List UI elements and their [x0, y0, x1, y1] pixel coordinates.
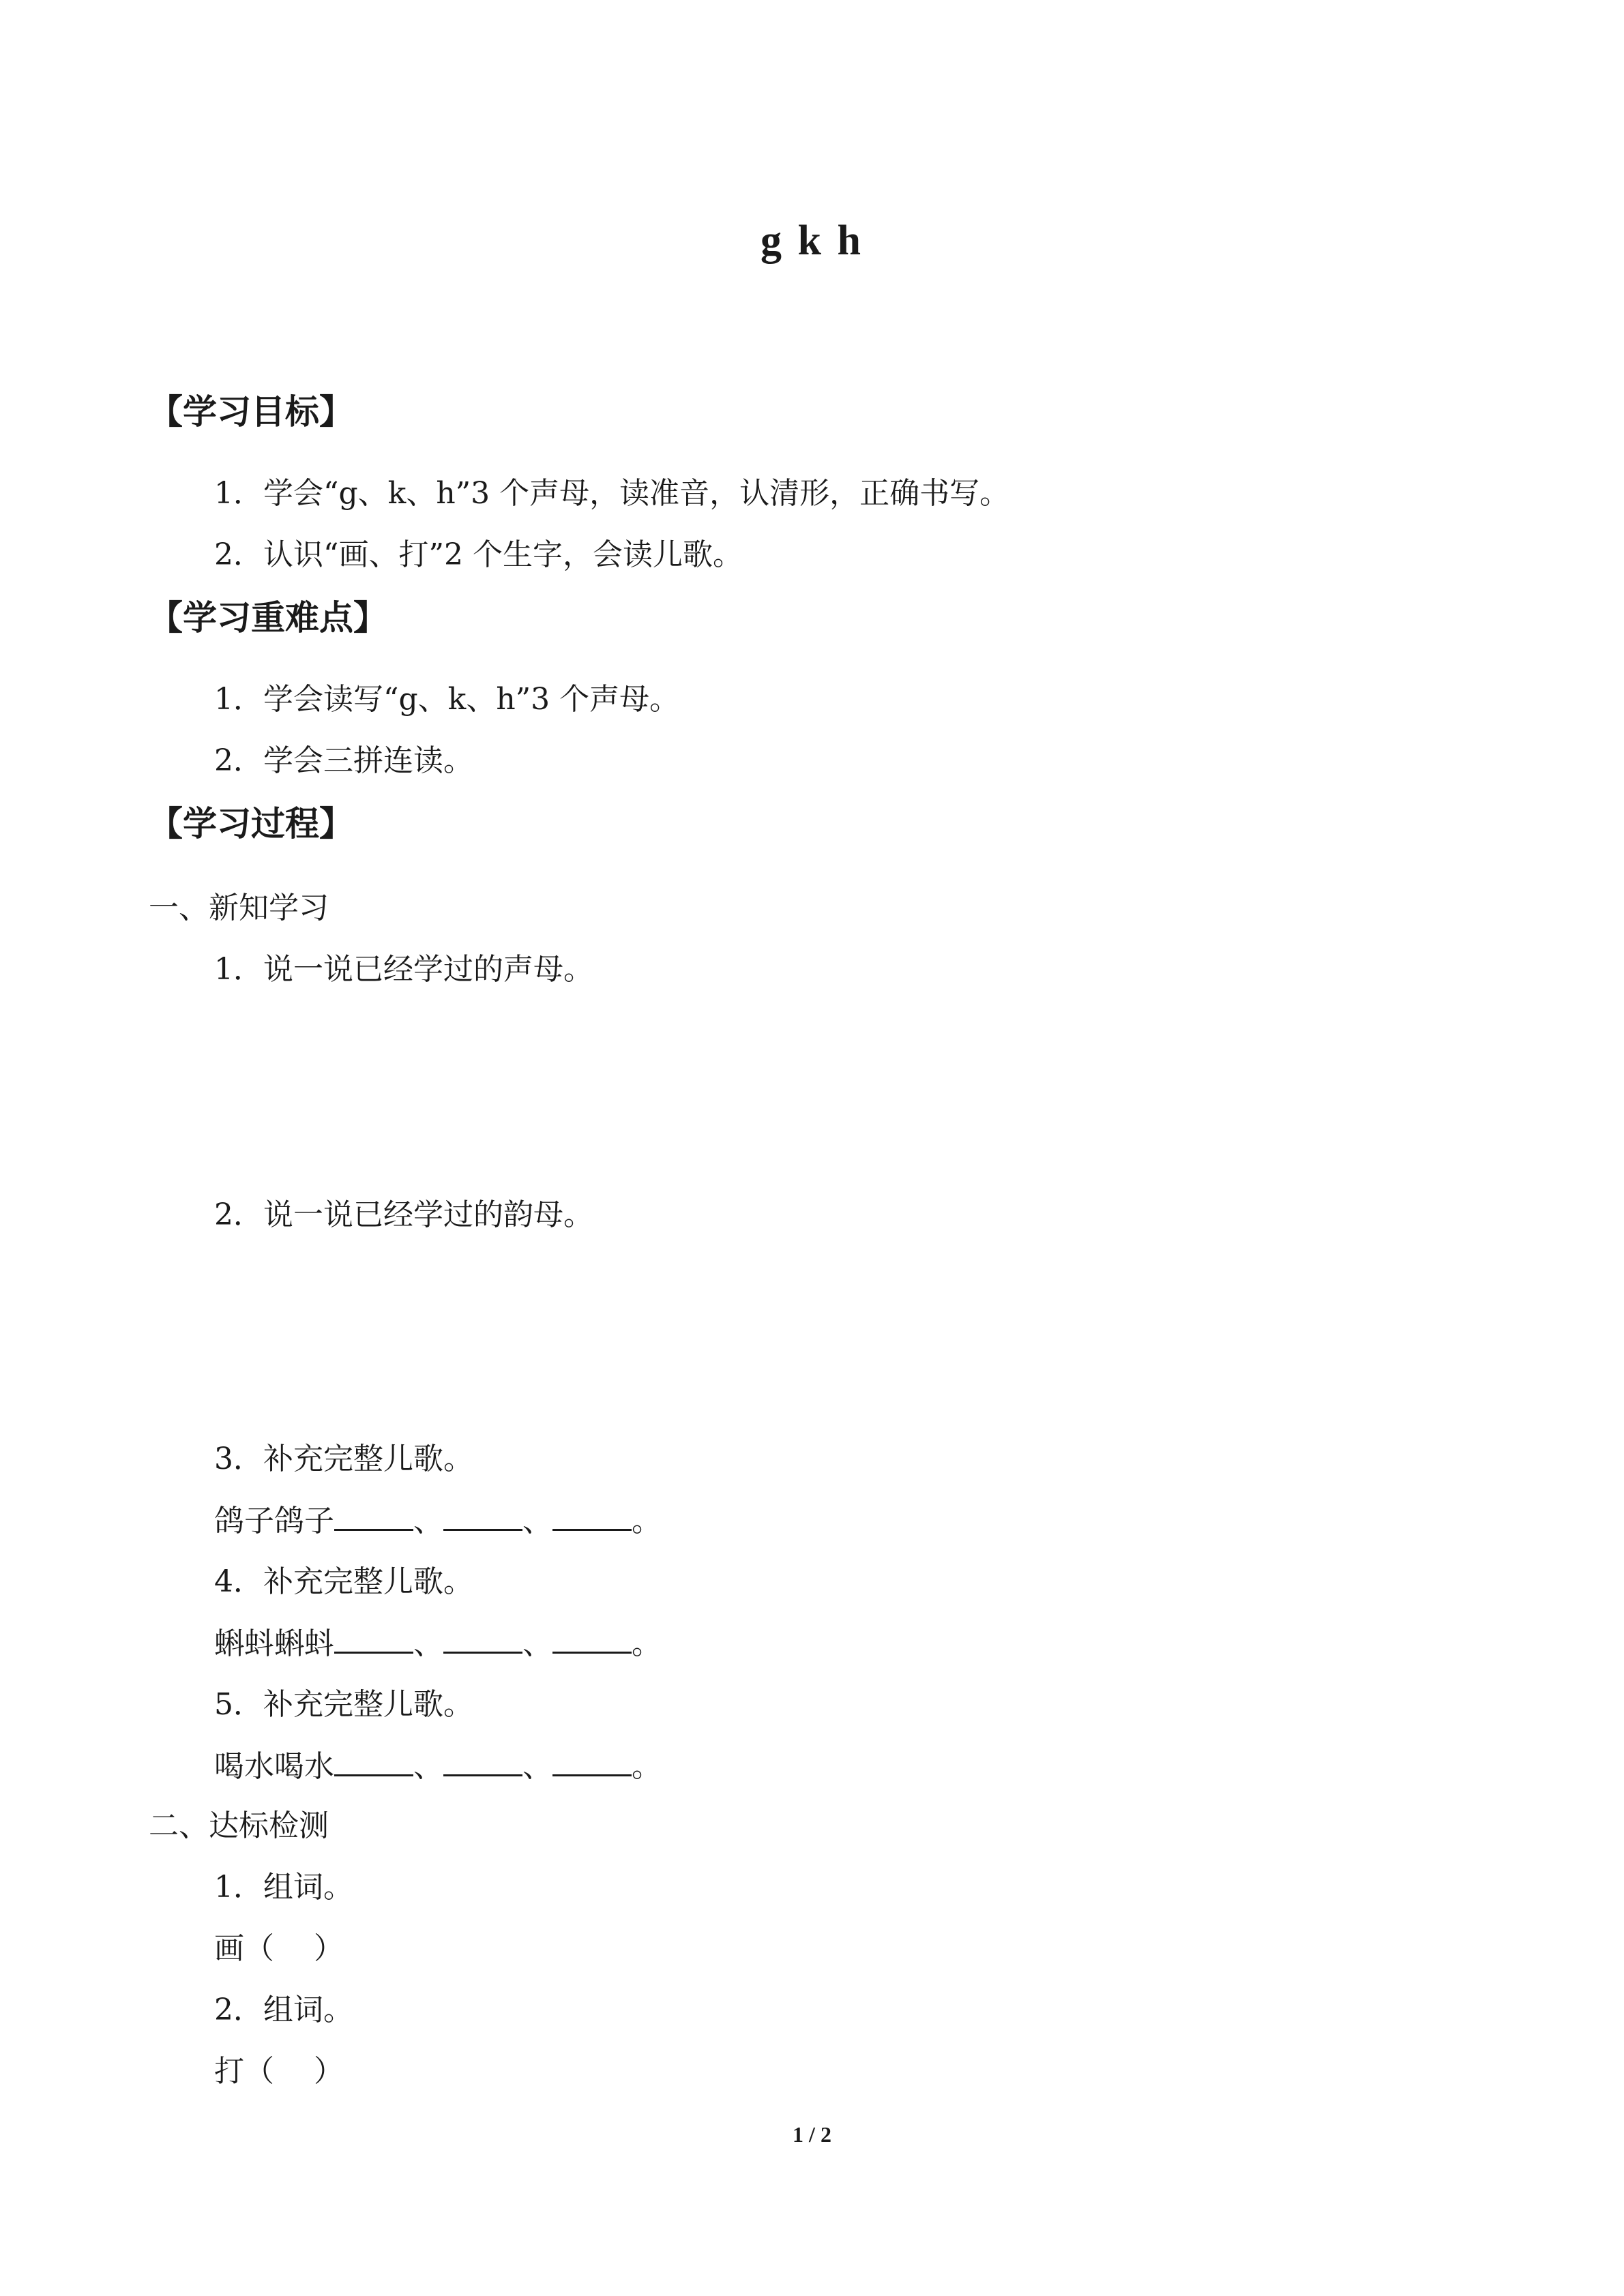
fill-blank[interactable] — [334, 1747, 413, 1776]
fill-blank[interactable] — [443, 1624, 522, 1654]
goals-heading: 【学习目标】 — [149, 392, 353, 432]
key-point-item-1: 1．学会读写“g、k、h”3 个声母。 — [214, 682, 680, 717]
rhyme-line-tadpole — [214, 1624, 662, 1663]
goal-item-2: 2．认识“画、打”2 个生字，会读儿歌。 — [214, 537, 743, 572]
period: 。 — [632, 1749, 662, 1784]
page-title: g k h — [761, 218, 863, 264]
page-number: 1 / 2 — [793, 2122, 831, 2147]
part1-label: 一、新知学习 — [149, 891, 329, 925]
key-points-heading: 【学习重难点】 — [149, 598, 387, 638]
fill-blank[interactable] — [552, 1624, 632, 1654]
rhyme-prefix: 喝水喝水 — [214, 1749, 334, 1784]
fill-blank[interactable] — [552, 1502, 632, 1531]
separator: 、 — [522, 1749, 552, 1784]
check-answer-2[interactable]: 打（ ） — [214, 2054, 344, 2089]
process-heading: 【学习过程】 — [149, 804, 353, 844]
rhyme-line-pigeon — [214, 1502, 662, 1540]
separator: 、 — [413, 1504, 443, 1538]
separator: 、 — [413, 1626, 443, 1661]
fill-blank[interactable] — [552, 1747, 632, 1776]
separator: 、 — [522, 1504, 552, 1538]
fill-blank[interactable] — [443, 1747, 522, 1776]
question-3: 3．补充完整儿歌。 — [214, 1442, 473, 1476]
goal-item-1: 1．学会“g、k、h”3 个声母，读准音，认清形，正确书写。 — [214, 476, 1010, 511]
period: 。 — [632, 1504, 662, 1538]
fill-blank[interactable] — [443, 1502, 522, 1531]
rhyme-prefix: 鸽子鸽子 — [214, 1504, 334, 1538]
question-1: 1．说一说已经学过的声母。 — [214, 952, 593, 987]
period: 。 — [632, 1626, 662, 1661]
separator: 、 — [413, 1749, 443, 1784]
part2-label: 二、达标检测 — [149, 1808, 329, 1843]
key-point-item-2: 2．学会三拼连读。 — [214, 743, 473, 778]
check-answer-1[interactable]: 画（ ） — [214, 1931, 344, 1966]
rhyme-line-drink — [214, 1747, 662, 1786]
fill-blank[interactable] — [334, 1502, 413, 1531]
check-question-1: 1．组词。 — [214, 1870, 353, 1905]
rhyme-prefix: 蝌蚪蝌蚪 — [214, 1626, 334, 1661]
question-5: 5．补充完整儿歌。 — [214, 1687, 473, 1722]
question-2: 2．说一说已经学过的韵母。 — [214, 1197, 593, 1232]
fill-blank[interactable] — [334, 1624, 413, 1654]
question-4: 4．补充完整儿歌。 — [214, 1564, 473, 1599]
check-question-2: 2．组词。 — [214, 1993, 353, 2027]
separator: 、 — [522, 1626, 552, 1661]
